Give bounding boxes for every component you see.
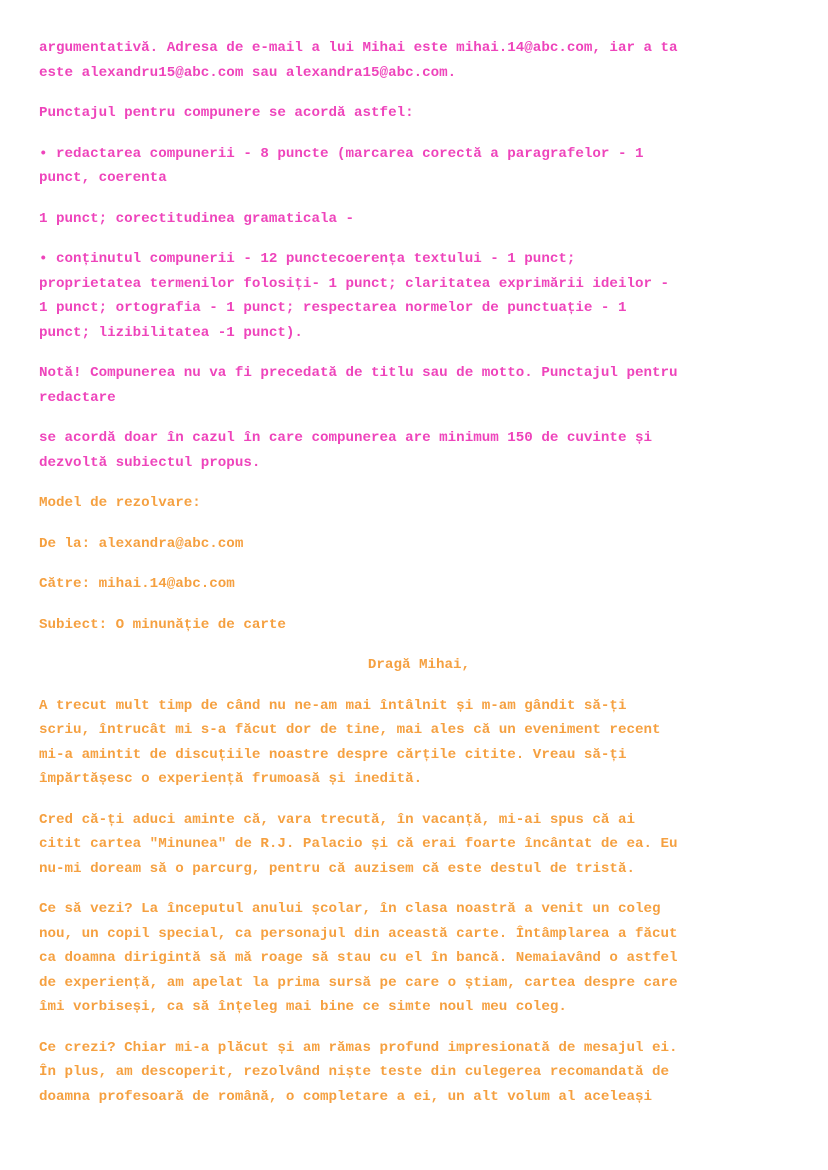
- email-to: Către: mihai.14@abc.com: [39, 576, 235, 592]
- model-label: Model de rezolvare:: [39, 495, 201, 511]
- task-email-paragraph: argumentativă. Adresa de e-mail a lui Mihai este mihai.14@abc.com, iar a ta este alexandru15@abc.com sau alexandra15@abc.com.: [39, 40, 678, 81]
- note-continuation: se acordă doar în cazul în care compunerea are minimum 150 de cuvinte și dezvoltă subiectul propus.: [39, 430, 652, 471]
- scoring-drafting-item: • redactarea compunerii - 8 puncte (marcarea corectă a paragrafelor - 1 punct, coerenta: [39, 145, 644, 186]
- letter-greeting: Dragă Mihai,: [367, 657, 471, 673]
- email-from: De la: alexandra@abc.com: [39, 535, 244, 552]
- letter-paragraph: Ce să vezi? La începutul anului școlar, în clasa noastră a venit un coleg nou, un copil special, ca personajul din această carte. Întâmplarea a făcut ca doamna dirigintă să mă roage să stau cu el în bancă. Nemaiavând o astfel de experiență, am apelat la prima sursă pe care o știam, cartea despre care îmi vorbiseși, ca să înțeleg mai bine ce simte noul meu coleg.: [39, 901, 678, 1015]
- document-page: [39, 36, 799, 1125]
- scoring-content-item: • conținutul compunerii - 12 punctecoerența textului - 1 punct; proprietatea termenilor folosiți- 1 punct; claritatea exprimării ideilor - 1 punct; ortografia - 1 punct; respectarea normelor de punctuație - 1 punct; lizibilitatea -1 punct).: [39, 251, 670, 341]
- email-subject: Subiect: O minunăție de carte: [39, 616, 286, 633]
- letter-paragraph: A trecut mult timp de când nu ne-am mai întâlnit și m-am gândit să-ți scriu, întrucât mi s-a făcut dor de tine, mai ales că un eveniment recent mi-a amintit de discuțiile noastre despre cărțile citite. Vreau să-ți împărtășesc o experiență frumoasă și inedită.: [39, 697, 661, 787]
- scoring-drafting-continuation: 1 punct; corectitudinea gramaticala -: [39, 210, 355, 227]
- note-paragraph: Notă! Compunerea nu va fi precedată de titlu sau de motto. Punctajul pentru redactare: [39, 365, 678, 406]
- scoring-intro: Punctajul pentru compunere se acordă astfel:: [39, 105, 414, 121]
- letter-paragraph: Ce crezi? Chiar mi-a plăcut și am rămas profund impresionată de mesajul ei. În plus, am descoperit, rezolvând niște teste din culegerea recomandată de doamna profesoară de română, o completare a ei, un alt volum al aceleași: [39, 1039, 678, 1105]
- letter-paragraph: Cred că-ți aduci aminte că, vara trecută, în vacanță, mi-ai spus că ai citit cartea "Minunea" de R.J. Palacio și că erai foarte încântat de ea. Eu nu-mi doream să o parcurg, pentru că auzisem că este destul de tristă.: [39, 811, 678, 877]
